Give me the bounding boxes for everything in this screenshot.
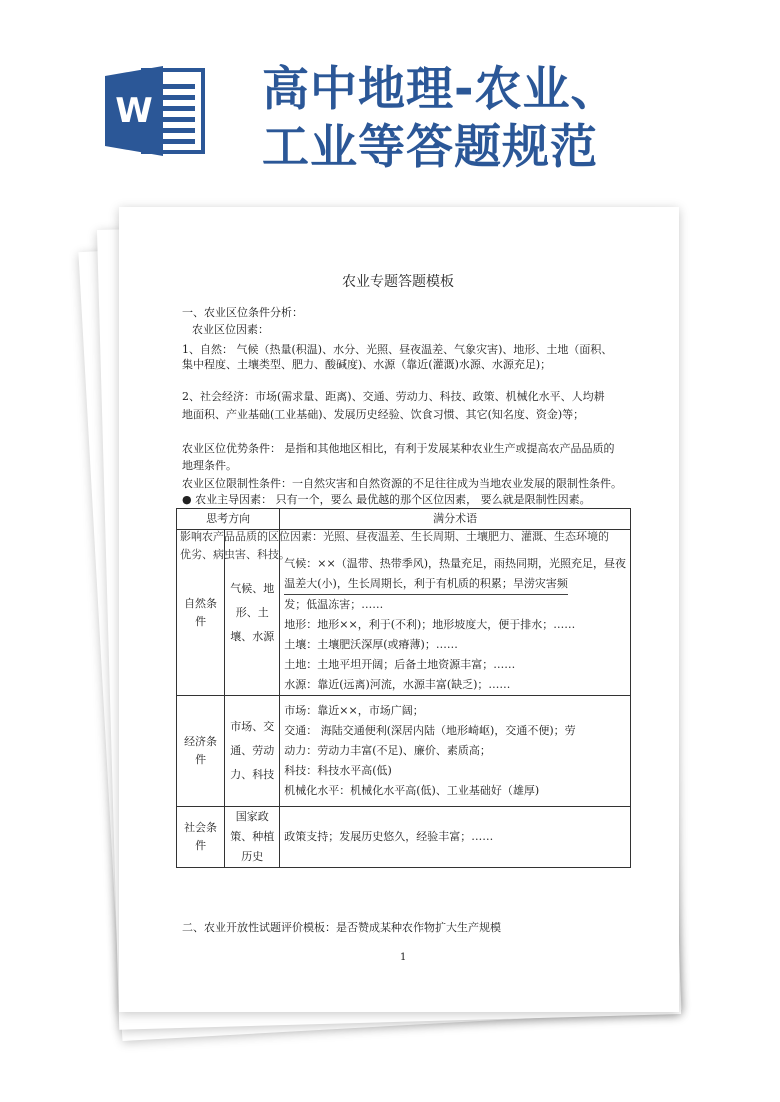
table-header-direction: 思考方向 [177,509,280,530]
term-line: 水源：靠近(远离)河流，水源丰富(缺乏)；…… [284,678,511,691]
term-line: 交通： 海陆交通便利(深居内陆（地形崎岖)，交通不便)；劳 [284,724,576,737]
row-terms [280,696,631,807]
advantage-definition: 农业区位优势条件： 是指和其他地区相比，有利于发展某种农业生产或提高农产品品质的 [182,442,615,455]
page-title-line-1: 高中地理-农业、 [262,62,619,117]
table-row-economic [177,696,631,807]
term-line: 市场：靠近××，市场广阔； [284,704,424,717]
page-number: 1 [400,952,407,963]
social-factors-text: 2、社会经济：市场(需求量、距离)、交通、劳动力、科技、政策、机械化水平、人均耕 [182,390,605,403]
social-factors-text: 地面积、产业基础(工业基础)、发展历史经验、饮食习惯、其它(知名度、资金)等； [182,408,585,421]
quality-factors-overlap-text: 优劣、病虫害、科技。 [180,548,290,561]
svg-text:W: W [115,91,153,131]
natural-factors-text: 集中程度、土壤类型、肥力、酸碱度)、水源（靠近(灌溉)水源、水源充足)； [182,358,552,371]
section-2-heading: 二、农业开放性试题评价模板：是否赞成某种农作物扩大生产规模 [182,921,501,934]
table-row-social [177,807,631,868]
term-line: 地形：地形××，利于(不利)；地形坡度大，便于排水；…… [284,618,576,631]
section-1-subheading: 农业区位因素： [192,323,269,336]
limiting-definition: 农业区位限制性条件：一自然灾害和自然资源的不足往往成为当地农业发展的限制性条件。 [182,477,622,490]
page-title-line-2: 工业等答题规范 [262,120,598,175]
term-line: 土壤：土壤肥沃深厚(或瘠薄)；…… [284,638,458,651]
row-label: 自然条件 [177,530,225,696]
section-1-heading: 一、农业区位条件分析： [182,306,303,319]
document-title: 农业专题答题模板 [342,274,454,290]
table-header-terms: 满分术语 [280,509,631,530]
natural-factors-text: 1、自然： 气候（热量(积温)、水分、光照、昼夜温差、气象灾害)、地形、土地（面积、 [182,343,613,356]
term-line: 科技：科技水平高(低) [284,764,392,777]
row-label: 社会条件 [177,807,225,868]
term-line: 发；低温冻害；…… [284,598,384,611]
dominant-factor-bullet: ● 农业主导因素： 只有一个，要么 最优越的那个区位因素， 要么就是限制性因素。 [182,493,591,506]
term-line: 动力：劳动力丰富(不足)、廉价、素质高； [284,744,491,757]
term-line: 温差大(小)，生长周期长，利于有机质的积累；旱涝灾害频 [284,574,568,595]
term-line: 气候：××（温带、热带季风)，热量充足，雨热同期，光照充足，昼夜 [284,557,626,570]
row-direction: 国家政策、种植历史 [225,807,280,868]
row-direction: 气候、地形、土壤、水源 [225,530,280,696]
advantage-definition: 地理条件。 [182,459,237,472]
row-label: 经济条件 [177,696,225,807]
table-header-row [177,509,631,530]
term-line: 政策支持；发展历史悠久，经验丰富；…… [284,830,494,843]
row-terms [280,530,631,696]
term-line: 土地：土地平坦开阔；后备土地资源丰富；…… [284,658,516,671]
term-line: 机械化水平：机械化水平高(低)、工业基础好（雄厚) [284,784,540,797]
quality-factors-overlap-text: 影响农产品品质的区位因素：光照、昼夜温差、生长周期、土壤肥力、灌溉、生态环境的 [180,530,609,543]
row-terms [280,807,631,868]
row-direction: 市场、交通、劳动力、科技 [225,696,280,807]
